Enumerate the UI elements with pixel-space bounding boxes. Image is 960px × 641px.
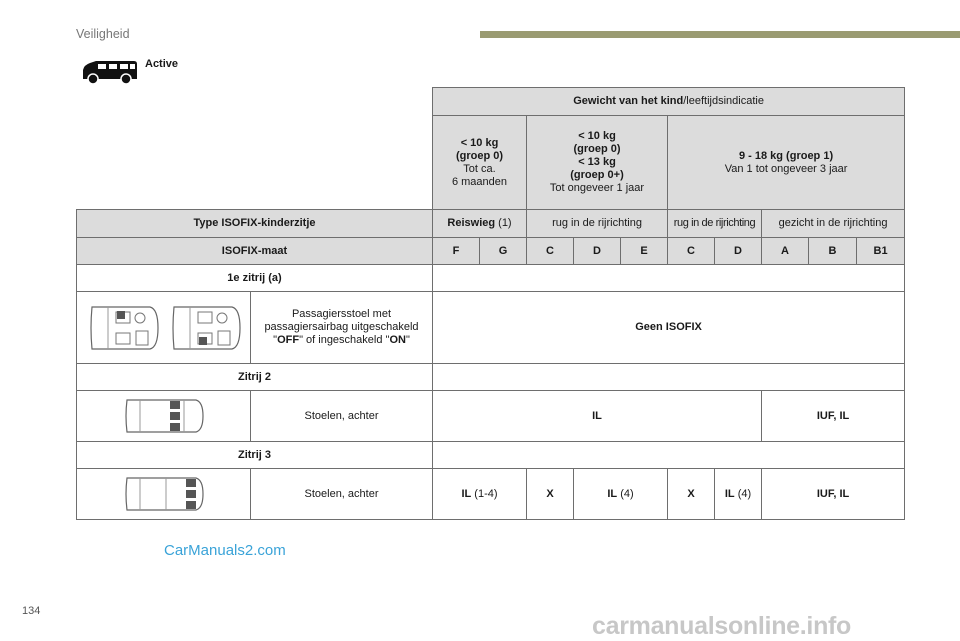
- third-row-cell: X: [668, 469, 715, 520]
- third-row-diagram: [77, 469, 251, 520]
- page-number: 134: [22, 605, 41, 617]
- row2-content-row: [77, 391, 905, 442]
- isofix-table: [76, 87, 905, 520]
- second-row-value-a: IL: [433, 391, 762, 442]
- second-row-description: Stoelen, achter: [251, 391, 433, 442]
- size-row: [77, 238, 905, 265]
- type-label: Type ISOFIX-kinderzitje: [77, 210, 433, 238]
- row2-title-row: [77, 364, 905, 391]
- group0plus-cell: < 10 kg (groep 0) < 13 kg (groep 0+) Tot ongeveer 1 jaar: [527, 116, 668, 210]
- row3-title-row: [77, 442, 905, 469]
- row-title: Zitrij 3: [77, 442, 433, 469]
- third-row-cell: IL (4): [574, 469, 668, 520]
- second-row-value-b: IUF, IL: [762, 391, 905, 442]
- third-row-cell: IL (1-4): [433, 469, 527, 520]
- size-label: ISOFIX-maat: [77, 238, 433, 265]
- size-cell: D: [574, 238, 621, 265]
- second-row-diagram: [77, 391, 251, 442]
- type-row: [77, 210, 905, 238]
- reiswieg-cell: Reiswieg (1): [433, 210, 527, 238]
- size-cell: F: [433, 238, 480, 265]
- third-row-cell: IL (4): [715, 469, 762, 520]
- car-topview-icon: [122, 474, 206, 514]
- size-cell: G: [480, 238, 527, 265]
- size-cell: C: [668, 238, 715, 265]
- car-topview-icon: [84, 297, 162, 359]
- third-row-cell: IUF, IL: [762, 469, 905, 520]
- site-watermark: CarManuals2.com: [164, 542, 286, 559]
- section-title: Veiligheid: [76, 27, 130, 41]
- front-seat-description: Passagiersstoel met passagiersairbag uitgeschakeld "OFF" of ingeschakeld "ON": [251, 292, 433, 364]
- size-cell: A: [762, 238, 809, 265]
- vehicle-label: Active: [145, 58, 179, 70]
- rear-facing-cell: rug in de rijrichting: [527, 210, 668, 238]
- forward-facing-cell: gezicht in de rijrichting: [762, 210, 905, 238]
- no-isofix-cell: Geen ISOFIX: [433, 292, 905, 364]
- third-row-cell: X: [527, 469, 574, 520]
- row-title: 1e zitrij (a): [77, 265, 433, 292]
- size-cell: E: [621, 238, 668, 265]
- footer-watermark: carmanualsonline.info: [592, 612, 852, 640]
- weight-header: Gewicht van het kind/leeftijdsindicatie: [433, 88, 905, 116]
- header-bar: [480, 31, 960, 38]
- rear-facing-cell-2: rug in de rijrichting: [668, 210, 762, 238]
- row1-title-row: [77, 265, 905, 292]
- size-cell: D: [715, 238, 762, 265]
- weight-header-row: [77, 88, 905, 116]
- group-row: [77, 116, 905, 210]
- van-icon: [80, 57, 138, 85]
- third-row-description: Stoelen, achter: [251, 469, 433, 520]
- size-cell: C: [527, 238, 574, 265]
- row3-content-row: [77, 469, 905, 520]
- size-cell: B: [809, 238, 857, 265]
- car-topview-icon: [122, 396, 206, 436]
- car-topview-icon: [166, 297, 244, 359]
- group0-cell: < 10 kg (groep 0) Tot ca. 6 maanden: [433, 116, 527, 210]
- front-seat-diagram: [77, 292, 251, 364]
- row1-content-row: [77, 292, 905, 364]
- size-cell: B1: [857, 238, 905, 265]
- row-title: Zitrij 2: [77, 364, 433, 391]
- group1-cell: 9 - 18 kg (groep 1) Van 1 tot ongeveer 3 jaar: [668, 116, 905, 210]
